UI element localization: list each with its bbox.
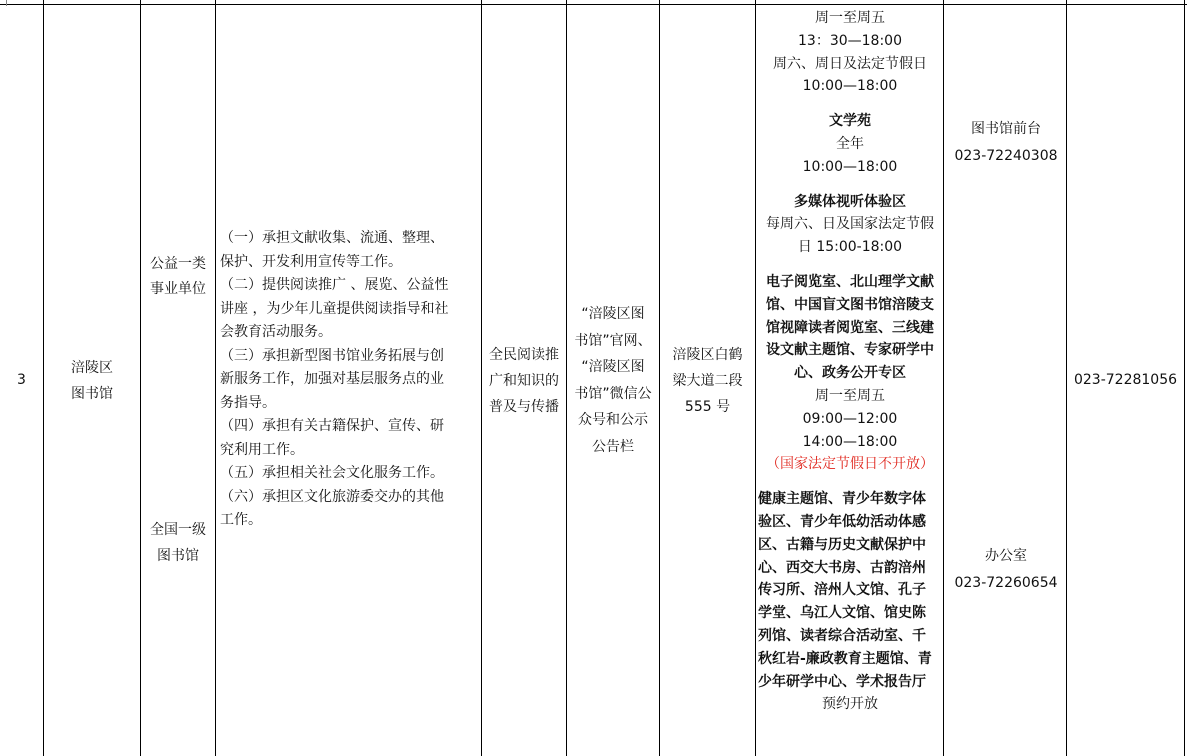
channel-line: “涪陵区图: [581, 359, 645, 375]
category-2-line1: 全国一级: [150, 522, 206, 538]
area-title: 健康主题馆、青少年数字体: [758, 491, 926, 508]
duty-line: （一）承担文献收集、流通、整理、: [220, 230, 444, 246]
col-divider: [943, 0, 944, 756]
hours-line: 10:00—18:00: [802, 158, 898, 175]
service-line: 全民阅读推: [489, 346, 559, 363]
contact-front-desk: [943, 116, 1069, 170]
hours-line: 09:00—12:00: [802, 410, 898, 427]
area-title: 少年研学中心、学术报告厅: [758, 673, 926, 690]
col-divider: [140, 0, 141, 756]
duty-line: （三）承担新型图书馆业务拓展与创: [220, 347, 444, 364]
library-name: [44, 5, 140, 756]
channel-line: 书馆”官网、: [574, 332, 652, 349]
contact-office: [943, 543, 1069, 597]
library-name-line1: 涪陵区: [71, 359, 113, 376]
category-1: [141, 252, 215, 302]
category-1-line2: 事业单位: [150, 281, 206, 297]
area-title: 设文献主题馆、专家研学中: [766, 342, 934, 359]
hours-line: 每周六、日及国家法定节假: [766, 216, 934, 233]
area-title: 馆视障读者阅览室、三线建: [766, 319, 934, 336]
holiday-closed-note: （国家法定节假日不开放）: [766, 456, 934, 473]
area-title: 文学苑: [829, 113, 871, 130]
service-content: [482, 5, 566, 756]
address-line: 涪陵区白鹤: [672, 346, 743, 363]
hours-line: 13：30—18:00: [798, 32, 902, 49]
col-divider: [755, 0, 756, 756]
hours-line: 周一至周五: [815, 10, 885, 26]
channel-line: “涪陵区图: [581, 306, 645, 322]
address: [660, 5, 755, 756]
hours-line: 周六、周日及法定节假日: [773, 55, 927, 72]
channel-line: 众号和公示: [578, 412, 648, 428]
area-title: 传习所、涪州人文馆、孔子: [758, 582, 926, 599]
publicity-channels: [567, 5, 659, 756]
category-2: [141, 517, 215, 569]
col-divider: [215, 0, 216, 756]
duty-line: 新服务工作，加强对基层服务点的业: [220, 371, 444, 387]
area-title: 秋红岩-廉政教育主题馆、青: [758, 650, 932, 667]
reservation-note: 预约开放: [822, 696, 878, 713]
duty-line: 保护、开发利用宣传等工作。: [220, 253, 402, 270]
area-title: 多媒体视听体验区: [794, 193, 906, 210]
row-index: [0, 5, 43, 756]
area-title: 学堂、乌江人文馆、馆史陈: [758, 605, 926, 622]
hours-line: 日 15:00-18:00: [797, 239, 903, 256]
channel-line: 公告栏: [592, 438, 634, 455]
supervision-phone: [1067, 5, 1184, 756]
opening-hours: [758, 7, 942, 716]
channel-line: 书馆”微信公: [574, 385, 652, 402]
contact-phone: 023-72260654: [954, 575, 1058, 591]
area-title: 心、政务公开专区: [794, 365, 906, 382]
address-line: 555 号: [684, 398, 731, 415]
phone-text: 023-72281056: [1073, 372, 1178, 388]
duty-line: 务指导。: [220, 394, 276, 411]
duties-list: [220, 227, 478, 533]
area-title: 列馆、读者综合活动室、千: [758, 627, 926, 644]
hours-line: 10:00—18:00: [802, 78, 898, 95]
hours-line: 14:00—18:00: [802, 433, 898, 450]
contact-phone: 023-72240308: [954, 148, 1058, 164]
hours-line: 全年: [836, 135, 864, 152]
service-line: 普及与传播: [489, 398, 559, 415]
contact-label: 办公室: [985, 548, 1027, 564]
hours-line: 周一至周五: [815, 387, 885, 404]
duty-line: （四）承担有关古籍保护、宣传、研: [220, 418, 444, 434]
address-line: 梁大道二段: [672, 372, 743, 389]
duty-line: 讲座 ，为少年儿童提供阅读指导和社: [220, 300, 449, 317]
area-title: 心、西交大书房、古韵涪州: [758, 559, 926, 576]
duty-line: （六）承担区文化旅游委交办的其他: [220, 488, 444, 505]
contact-label: 图书馆前台: [971, 121, 1041, 137]
duty-line: （五）承担相关社会文化服务工作。: [220, 465, 444, 481]
col-divider: [1184, 0, 1185, 756]
duty-line: 会教育活动服务。: [220, 324, 332, 340]
duty-line: 工作。: [220, 512, 262, 528]
area-title: 验区、青少年低幼活动体感: [758, 513, 926, 530]
area-title: 电子阅览室、北山理学文献: [766, 273, 934, 290]
duty-line: （二）提供阅读推广 、展览、公益性: [220, 277, 449, 293]
area-title: 馆、中国盲文图书馆涪陵支: [766, 296, 934, 313]
service-line: 广和知识的: [489, 372, 559, 389]
category-1-line1: 公益一类: [150, 256, 206, 272]
row-index-text: 3: [17, 372, 26, 388]
library-name-line2: 图书馆: [71, 385, 113, 402]
category-2-line2: 图书馆: [157, 548, 199, 564]
duty-line: 究利用工作。: [220, 441, 304, 458]
area-title: 区、古籍与历史文献保护中: [758, 536, 926, 553]
